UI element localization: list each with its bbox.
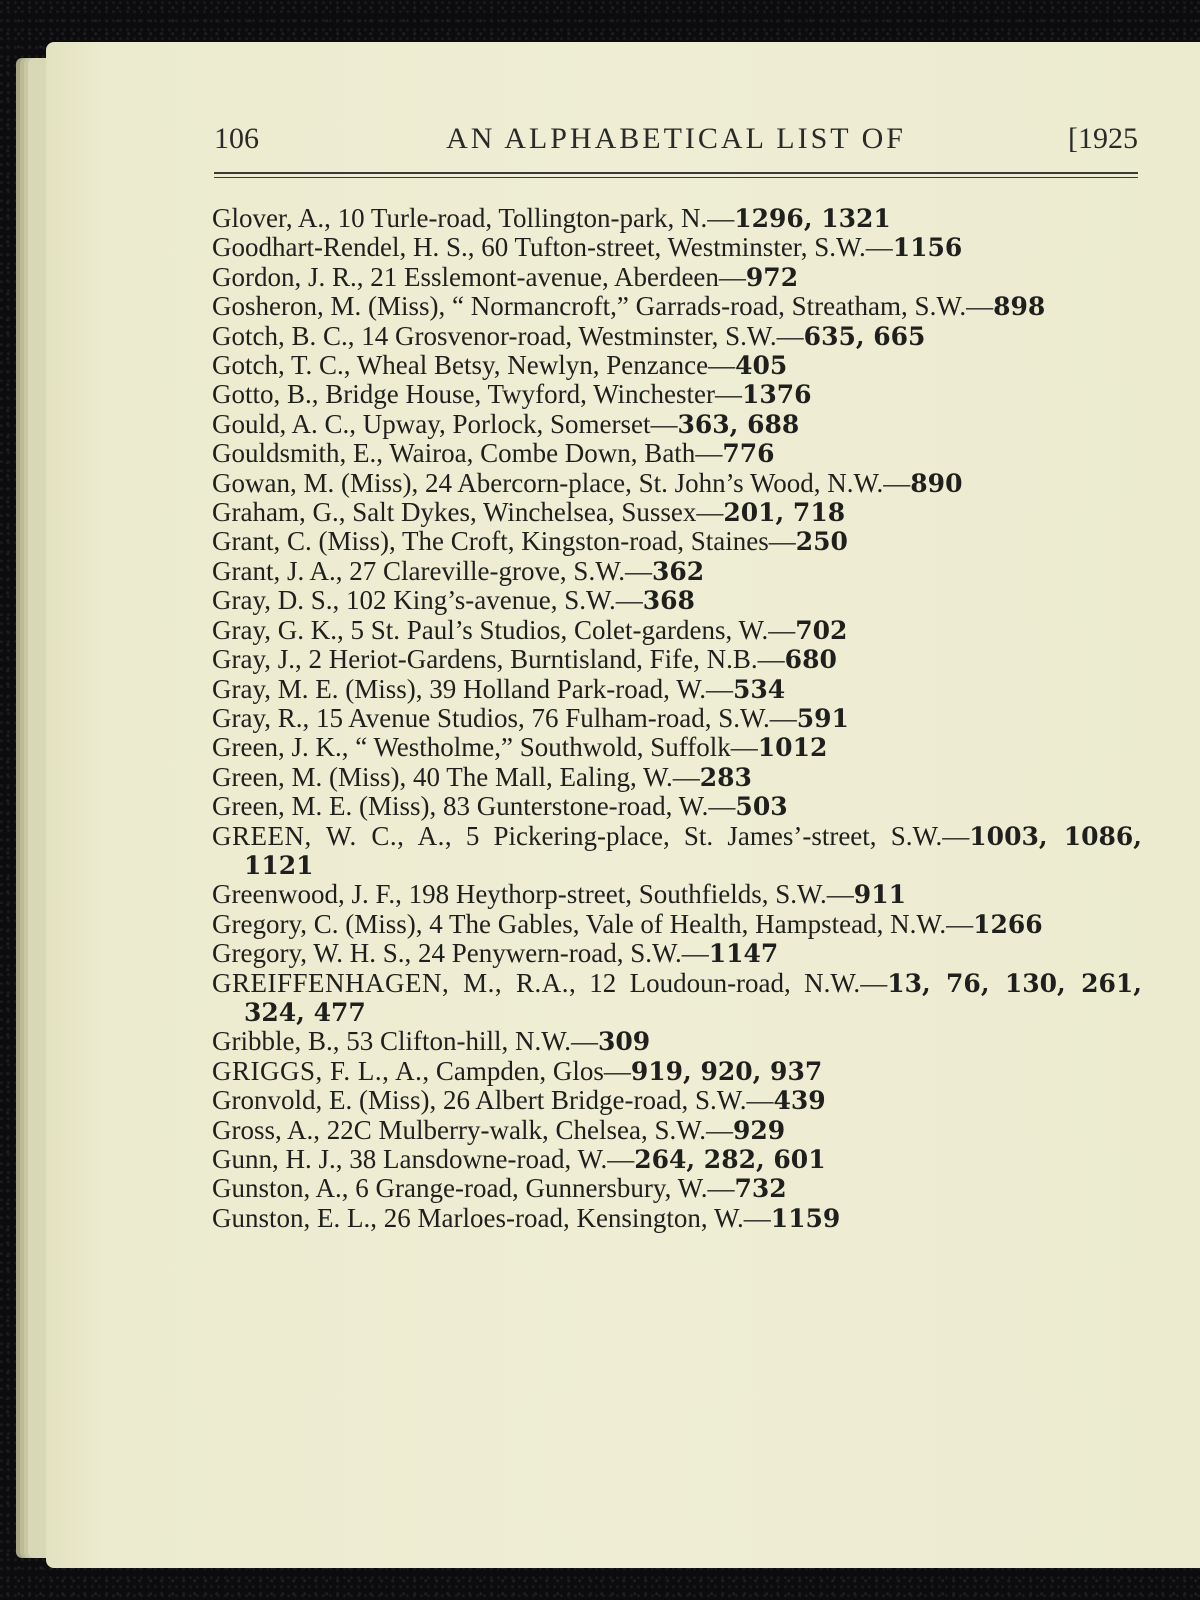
entry-separator: , bbox=[438, 291, 452, 322]
entry-address: 40 The Mall, Ealing, W. bbox=[412, 761, 673, 792]
entry-name: Gray, G. K. bbox=[212, 614, 337, 645]
entry-separator: , bbox=[404, 938, 418, 969]
entry-separator: , bbox=[429, 791, 443, 822]
entry-name: Gould, A. C. bbox=[212, 408, 350, 439]
entry-address: Bridge House, Twyford, Winchester bbox=[325, 379, 715, 410]
entry-name: Goodhart-Rendel, H. S. bbox=[212, 232, 468, 263]
list-entry bbox=[212, 733, 1142, 762]
entry-address: 24 Penywern-road, S.W. bbox=[418, 938, 682, 969]
entry-dash: — bbox=[769, 702, 797, 733]
entry-address: “ Normancroft,” Garrads-road, Streatham, S.W. bbox=[452, 291, 967, 322]
entry-separator: , bbox=[389, 526, 403, 557]
entry-catalogue-numbers: 362 bbox=[651, 556, 705, 586]
entry-name: Gray, J. bbox=[212, 644, 295, 675]
list-entry bbox=[212, 439, 1142, 468]
entry-dash: — bbox=[768, 614, 796, 645]
entry-catalogue-numbers: 680 bbox=[784, 645, 837, 675]
entry-name: Gribble, B. bbox=[212, 1026, 333, 1057]
entry-catalogue-numbers: 1159 bbox=[770, 1203, 841, 1233]
entry-catalogue-numbers: 702 bbox=[795, 615, 848, 645]
entry-address: 39 Holland Park-road, W. bbox=[429, 673, 706, 704]
entry-name: Gordon, J. R. bbox=[212, 261, 357, 292]
entry-name: Gronvold, E. (Miss) bbox=[212, 1085, 430, 1116]
entry-name: Gunston, E. L. bbox=[212, 1202, 371, 1233]
list-entry bbox=[212, 645, 1142, 674]
entry-dash: — bbox=[695, 438, 723, 469]
entry-catalogue-numbers: 890 bbox=[910, 468, 963, 498]
entry-separator: , bbox=[467, 232, 482, 263]
entry-separator: , bbox=[429, 1085, 443, 1116]
entry-separator: , bbox=[370, 1202, 384, 1233]
entry-name: Gunston, A. bbox=[212, 1173, 342, 1204]
entry-name: Grant, C. (Miss) bbox=[212, 526, 389, 557]
entry-name: Grant, J. A. bbox=[212, 555, 336, 586]
entry-dash: — bbox=[696, 497, 724, 528]
entry-dash: — bbox=[672, 761, 700, 792]
list-entry bbox=[212, 969, 1142, 1028]
list-entry bbox=[212, 498, 1142, 527]
list-entry bbox=[212, 616, 1142, 645]
entry-dash: — bbox=[865, 232, 893, 263]
entry-dash: — bbox=[571, 1026, 599, 1057]
entry-address: 6 Grange-road, Gunnersbury, W. bbox=[355, 1173, 708, 1204]
entry-address: 26 Albert Bridge-road, S.W. bbox=[443, 1085, 747, 1116]
entry-dash: — bbox=[615, 585, 643, 616]
entry-name: Gross, A. bbox=[212, 1114, 314, 1145]
entry-catalogue-numbers: 972 bbox=[745, 262, 799, 292]
entry-catalogue-numbers: 929 bbox=[732, 1115, 786, 1145]
entry-catalogue-numbers: 309 bbox=[598, 1027, 651, 1057]
entry-dash: — bbox=[707, 1173, 735, 1204]
entry-name: Graham, G. bbox=[212, 497, 339, 528]
entry-separator: , bbox=[336, 614, 351, 645]
entry-name: Gregory, C. (Miss) bbox=[212, 908, 416, 939]
list-entry bbox=[212, 557, 1142, 586]
entry-catalogue-numbers: 911 bbox=[853, 880, 906, 910]
entry-separator: , bbox=[376, 438, 390, 469]
entry-dash: — bbox=[714, 379, 742, 410]
list-entry bbox=[212, 1057, 1142, 1086]
entry-dash: — bbox=[650, 408, 678, 439]
entry-catalogue-numbers: 776 bbox=[722, 439, 775, 469]
list-entry bbox=[212, 763, 1142, 792]
entry-dash: — bbox=[860, 967, 888, 998]
list-entry bbox=[212, 1145, 1142, 1174]
entry-address: 198 Heythorp-street, Southfields, S.W. bbox=[408, 879, 827, 910]
entry-dash: — bbox=[826, 879, 854, 910]
list-entry bbox=[212, 704, 1142, 733]
year-marker: [1925 bbox=[1068, 122, 1138, 155]
entry-separator: , bbox=[399, 761, 413, 792]
entry-name: Green, M. E. (Miss) bbox=[212, 791, 430, 822]
entry-address: 14 Grosvenor-road, Westminster, S.W. bbox=[361, 320, 777, 351]
entry-address: Upway, Porlock, Somerset bbox=[362, 408, 651, 439]
entry-catalogue-numbers: 368 bbox=[642, 586, 695, 616]
entry-separator: , bbox=[395, 879, 409, 910]
entry-dash: — bbox=[757, 644, 785, 675]
list-entry bbox=[212, 322, 1142, 351]
entry-separator: , bbox=[313, 1114, 327, 1145]
entry-separator: , bbox=[338, 497, 353, 528]
entry-catalogue-numbers: 1156 bbox=[892, 233, 963, 263]
entry-dash: — bbox=[705, 673, 733, 704]
entry-dash: — bbox=[776, 320, 804, 351]
entry-dash: — bbox=[942, 820, 970, 851]
entry-separator: , bbox=[332, 1026, 347, 1057]
entry-address: 5 St. Paul’s Studios, Colet-gardens, W. bbox=[350, 614, 769, 645]
entry-dash: — bbox=[966, 291, 994, 322]
entry-address: 4 The Gables, Vale of Health, Hampstead, N.W. bbox=[429, 908, 947, 939]
entry-catalogue-numbers: 591 bbox=[796, 703, 849, 733]
entry-name: Gregory, W. H. S. bbox=[212, 938, 405, 969]
entry-name: Gouldsmith, E. bbox=[212, 438, 377, 469]
entry-separator: , bbox=[343, 350, 357, 381]
entry-name: Gotch, B. C. bbox=[212, 320, 348, 351]
entry-dash: — bbox=[705, 1114, 733, 1145]
entry-catalogue-numbers: 1003, 1086, 1121 bbox=[244, 821, 1143, 880]
entry-separator: , bbox=[444, 820, 466, 851]
entry-address: 21 Esslemont-avenue, Aberdeen bbox=[370, 261, 719, 292]
entry-address: 12 Loudoun-road, N.W. bbox=[589, 967, 861, 998]
entry-address: 5 Pickering-place, St. James’-street, S.W. bbox=[465, 820, 943, 851]
entry-catalogue-numbers: 13, 76, 130, 261, 324, 477 bbox=[244, 968, 1142, 1027]
entry-separator: , bbox=[341, 1173, 356, 1204]
entry-address: 102 King’s-avenue, S.W. bbox=[346, 585, 616, 616]
entry-dash: — bbox=[681, 938, 709, 969]
entry-separator: , bbox=[341, 732, 356, 763]
entry-catalogue-numbers: 635, 665 bbox=[803, 321, 926, 351]
entry-catalogue-numbers: 732 bbox=[734, 1174, 787, 1204]
entry-separator: , bbox=[324, 203, 338, 233]
entry-address: 53 Clifton-hill, N.W. bbox=[346, 1026, 572, 1057]
running-title: AN ALPHABETICAL LIST OF bbox=[446, 122, 906, 155]
list-entry bbox=[212, 880, 1142, 909]
entry-separator: , bbox=[302, 702, 316, 733]
entry-name: Gosheron, M. (Miss) bbox=[212, 291, 439, 322]
entry-name: Gray, M. E. (Miss) bbox=[212, 673, 416, 704]
entry-dash: — bbox=[946, 908, 974, 939]
entry-address: Wairoa, Combe Down, Bath bbox=[389, 438, 696, 469]
entry-separator: , bbox=[349, 408, 363, 439]
entry-catalogue-numbers: 363, 688 bbox=[677, 409, 800, 439]
entry-separator: , bbox=[422, 1055, 436, 1086]
list-entry bbox=[212, 410, 1142, 439]
list-entry bbox=[212, 263, 1142, 292]
list-entry bbox=[212, 380, 1142, 409]
entry-address: Wheal Betsy, Newlyn, Penzance bbox=[356, 350, 709, 381]
exhibitor-list bbox=[212, 204, 1142, 1233]
entry-name: Greenwood, J. F. bbox=[212, 879, 396, 910]
list-entry bbox=[212, 822, 1142, 881]
entry-name: GRIGGS, F. L., A. bbox=[212, 1055, 423, 1086]
entry-catalogue-numbers: 1296, 1321 bbox=[734, 204, 891, 233]
list-entry bbox=[212, 675, 1142, 704]
entry-dash: — bbox=[708, 791, 736, 822]
list-entry bbox=[212, 1086, 1142, 1115]
entry-dash: — bbox=[743, 1202, 771, 1233]
entry-separator: , bbox=[356, 261, 371, 292]
entry-name: Glover, A. bbox=[212, 203, 325, 233]
entry-address: The Croft, Kingston-road, Staines bbox=[402, 526, 769, 557]
entry-dash: — bbox=[708, 350, 736, 381]
entry-catalogue-numbers: 264, 282, 601 bbox=[634, 1145, 826, 1174]
entry-address: 26 Marloes-road, Kensington, W. bbox=[383, 1202, 744, 1233]
entry-address: 83 Gunterstone-road, W. bbox=[442, 791, 709, 822]
entry-dash: — bbox=[607, 1144, 635, 1174]
header-rule bbox=[214, 172, 1138, 178]
entry-name: Gowan, M. (Miss) bbox=[212, 467, 412, 498]
list-entry bbox=[212, 792, 1142, 821]
entry-name: GREIFFENHAGEN, M., R.A. bbox=[212, 967, 570, 998]
entry-address: 38 Lansdowne-road, W. bbox=[349, 1144, 608, 1174]
list-entry bbox=[212, 469, 1142, 498]
entry-catalogue-numbers: 898 bbox=[993, 292, 1046, 322]
entry-name: Gunn, H. J. bbox=[212, 1144, 336, 1174]
entry-separator: , bbox=[347, 320, 362, 351]
list-entry bbox=[212, 939, 1142, 968]
list-entry bbox=[212, 204, 1142, 233]
entry-catalogue-numbers: 439 bbox=[773, 1086, 826, 1116]
entry-name: Gray, R. bbox=[212, 702, 303, 733]
entry-catalogue-numbers: 201, 718 bbox=[723, 498, 846, 528]
list-entry bbox=[212, 233, 1142, 262]
list-entry bbox=[212, 292, 1142, 321]
entry-address: Salt Dykes, Winchelsea, Sussex bbox=[352, 497, 697, 528]
entry-address: 22C Mulberry-walk, Chelsea, S.W. bbox=[326, 1114, 706, 1145]
entry-catalogue-numbers: 534 bbox=[732, 674, 786, 704]
entry-catalogue-numbers: 1376 bbox=[741, 380, 812, 410]
entry-separator: , bbox=[332, 585, 346, 616]
entry-separator: , bbox=[335, 1144, 350, 1174]
entry-address: “ Westholme,” Southwold, Suffolk bbox=[355, 732, 731, 763]
entry-address: 27 Clareville-grove, S.W. bbox=[349, 555, 625, 586]
list-entry bbox=[212, 586, 1142, 615]
entry-separator: , bbox=[311, 379, 326, 410]
entry-address: 2 Heriot-Gardens, Burntisland, Fife, N.B. bbox=[308, 644, 758, 675]
entry-dash: — bbox=[883, 467, 911, 498]
entry-name: Green, M. (Miss) bbox=[212, 761, 400, 792]
page-header bbox=[214, 122, 1138, 164]
entry-address: Campden, Glos bbox=[435, 1055, 604, 1086]
entry-name: Gotto, B. bbox=[212, 379, 312, 410]
entry-catalogue-numbers: 1266 bbox=[973, 909, 1043, 939]
entry-separator: , bbox=[415, 673, 430, 704]
list-entry bbox=[212, 910, 1142, 939]
entry-address: 60 Tufton-street, Westminster, S.W. bbox=[481, 232, 866, 263]
entry-dash: — bbox=[746, 1085, 774, 1116]
entry-name: Gray, D. S. bbox=[212, 585, 333, 616]
list-entry bbox=[212, 1204, 1142, 1233]
entry-address: 10 Turle-road, Tollington-park, N. bbox=[337, 203, 708, 233]
list-entry bbox=[212, 351, 1142, 380]
entry-separator: , bbox=[335, 555, 350, 586]
entry-address: 24 Abercorn-place, St. John’s Wood, N.W. bbox=[425, 467, 884, 498]
entry-dash: — bbox=[718, 261, 746, 292]
entry-catalogue-numbers: 405 bbox=[735, 351, 788, 381]
entry-catalogue-numbers: 919, 920, 937 bbox=[630, 1056, 823, 1086]
entry-catalogue-numbers: 1147 bbox=[708, 939, 779, 969]
entry-dash: — bbox=[730, 732, 758, 763]
entry-name: Gotch, T. C. bbox=[212, 350, 344, 381]
entry-name: Green, J. K. bbox=[212, 732, 342, 763]
entry-separator: , bbox=[294, 644, 309, 675]
entry-separator: , bbox=[415, 908, 430, 939]
entry-address: 15 Avenue Studios, 76 Fulham-road, S.W. bbox=[315, 702, 770, 733]
entry-catalogue-numbers: 503 bbox=[735, 792, 788, 822]
entry-dash: — bbox=[624, 555, 652, 586]
entry-dash: — bbox=[603, 1055, 631, 1086]
list-entry bbox=[212, 1116, 1142, 1145]
entry-separator: , bbox=[569, 967, 590, 998]
page-number: 106 bbox=[214, 122, 259, 155]
entry-dash: — bbox=[768, 526, 796, 557]
entry-catalogue-numbers: 283 bbox=[699, 762, 752, 792]
entry-catalogue-numbers: 250 bbox=[795, 527, 848, 557]
list-entry bbox=[212, 1027, 1142, 1056]
entry-dash: — bbox=[707, 203, 735, 233]
entry-catalogue-numbers: 1012 bbox=[757, 733, 828, 763]
entry-name: GREEN, W. C., A. bbox=[212, 820, 445, 851]
list-entry bbox=[212, 527, 1142, 556]
entry-separator: , bbox=[411, 467, 425, 498]
list-entry bbox=[212, 1174, 1142, 1203]
